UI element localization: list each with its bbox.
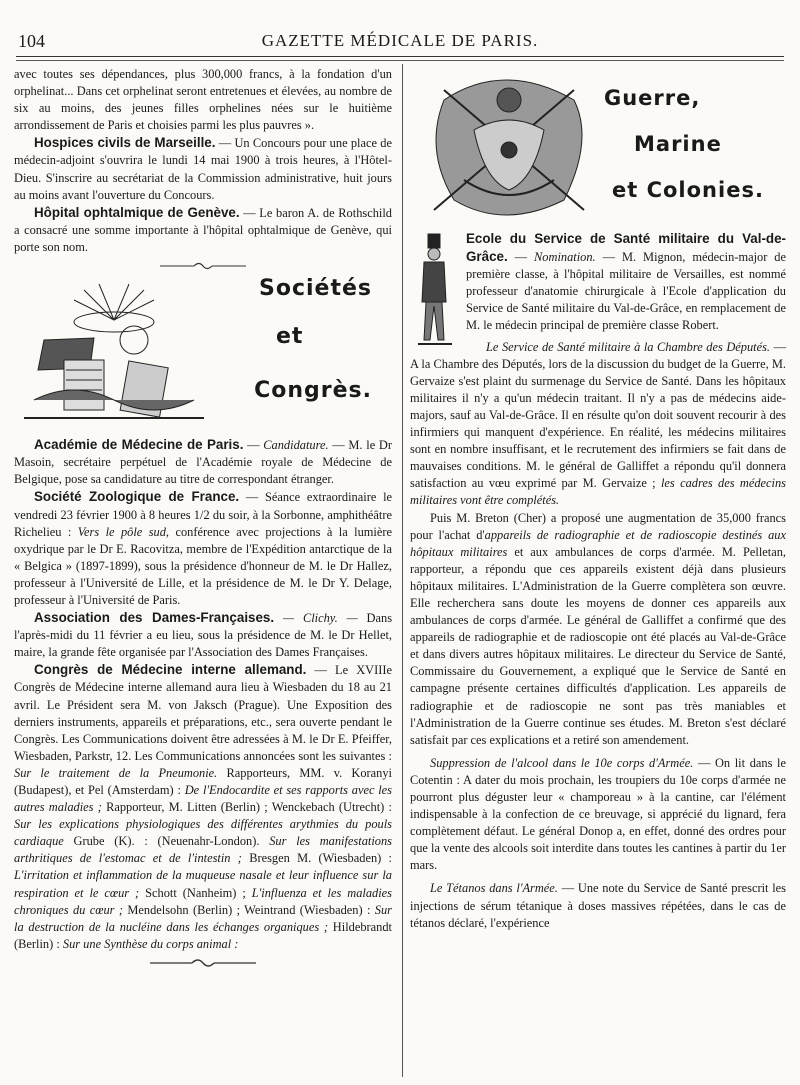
article-ecole xyxy=(410,230,786,335)
soldier-engraving xyxy=(410,232,460,348)
article-italic: Sur le traitement de la Pneumonie. xyxy=(14,765,218,780)
article-italic: les cadres des médecins militaires vont être complétés. xyxy=(410,476,787,508)
article-italic: Vers le pôle sud, xyxy=(77,524,170,539)
article-text: — On lit dans le Cotentin : A dater du mois prochain, les troupiers du 10e corps d'armée ne pourront plus déguster leur « champoreau » à la cantine, car l'élément indispensable à la confection de ce breuvage, si apprécié du lignard, fera complètement défaut. Le général Donop a, en effet, donné des ordres pour que la vente des alcools soit interdite dans toutes les cantines à partir du 1er mars. xyxy=(410,755,786,873)
section-word-congres: Congrès. xyxy=(254,378,372,404)
article-text: — Une note du Service de Santé prescrit les injections de sérum tétanique à doses massives répétées, dans le cas de tétanos déclaré, l'expérience xyxy=(410,881,786,930)
column-separator xyxy=(402,64,403,1077)
article-academie xyxy=(14,436,392,488)
section-word-marine: Marine xyxy=(634,132,722,156)
article-italic: L'irritation et inflammation de la muqueuse nasale et leur influence sur la respiration et le cœur ; xyxy=(14,868,392,900)
article-marseille xyxy=(14,134,392,203)
right-column xyxy=(410,66,786,932)
article-title: Ecole du Service de Santé militaire du Val-de-Grâce. xyxy=(466,231,786,265)
engraving-illustration xyxy=(24,280,204,428)
article-italic: Sur la destruction de la nucléine dans les échanges organiques ; xyxy=(14,902,392,934)
article-text: — Le XVIIIe Congrès de Médecine interne allemand aura lieu à Wiesbaden du 18 au 21 avril. Le Président sera M. von Jaksch (Prague). Une Exposition des derniers instruments, appareils et préparations, etc., sera ouverte pendant le Congrès. Les Communications doivent être adressées à M. le Dr E. Pfeiffer, Wiesbaden, Parkstr, 12. Les Communications annoncées sont les suivantes : xyxy=(14,663,392,763)
article-text: et aux ambulances de corps d'armée. M. Pelletan, rapporteur, a répondu que ces appareils existent déjà dans plusieurs hôpitaux militaires. L'Administration de la Guerre complètera son œuvre. Elle recherchera sans doute les moyens de donner ces appareils aux ambulances de corps d'armée. Le général de Galliffet a confirmé que des appareils de radiographie et de radioscopie ont été placés au Val-de-Grâce et dans divers autres hôpitaux militaires. Le directeur du Service de Santé, Commissaire du Gouvernement, a expliqué que le Service de Santé en campagne présente certaines difficultés d'application. Les appareils de radiographie et de radioscopie ne sont pas très maniables et l'Administration de la Guerre continue ses études. M. Breton s'est déclaré satisfait par ces explications et a retiré son amendement. xyxy=(410,544,787,747)
article-italic: De l'Endocardite et ses rapports avec les autres maladies ; xyxy=(14,783,393,815)
article-congres xyxy=(14,661,392,953)
article-text: Hildebrandt (Berlin) : xyxy=(14,919,392,951)
article-subtitle: Nomination. xyxy=(534,250,596,265)
article-text: conférence avec projections à la lumière oxydrique par le Dr E. Racovitza, membre de l'Expédition antarctique de la « Belgica » (1897-1899), sous la présidence d'honneur de M. le Dr Hallez, professeur à l'Université de Lille, et la présidence de M. le Dr Y. Delage, professeur à l'Université de Paris. xyxy=(14,524,392,607)
article-text: — Le baron A. de Rothschild a consacré une somme importante à l'hôpital ophtalmique de Genève, qui porte son nom. xyxy=(14,205,392,254)
article-tetanos xyxy=(410,880,786,931)
article-subtitle: — Clichy. — xyxy=(274,611,367,626)
article-dames xyxy=(14,609,392,661)
engraving-trophy xyxy=(414,70,604,226)
article-breton xyxy=(410,510,786,749)
article-italic: appareils de radiographie et de radioscopie destinés aux hôpitaux militaires xyxy=(410,527,786,559)
article-title: Hôpital ophtalmique de Genève. xyxy=(34,204,240,220)
ornament-divider-bottom xyxy=(14,956,392,973)
article-title: Académie de Médecine de Paris. xyxy=(34,437,244,453)
section-word-colonies: et Colonies. xyxy=(612,178,764,202)
section-word-societes: Sociétés xyxy=(259,276,372,302)
dash: — xyxy=(507,250,535,265)
article-zoologique xyxy=(14,488,392,609)
page-number: 104 xyxy=(18,31,45,51)
article-text: — M. le Dr Masoin, secrétaire perpétuel de l'Académie royale de Médecine de Belgique, pose sa candidature au titre de correspondant étranger. xyxy=(14,438,392,487)
article-italic: Sur une Synthèse du corps animal : xyxy=(62,936,239,951)
article-text: — Séance extraordinaire le vendredi 23 février 1900 à 8 heures 1/2 du soir, à la Sorbonne, amphithéâtre Richelieu : xyxy=(14,490,393,539)
article-text: Dans l'après-midi du 11 février a eu lieu, sous la présidence de M. le Dr Hellet, maire, la grande fête organisée par l'Association des Dames Françaises. xyxy=(14,611,393,660)
paragraph-orphelinat: avec toutes ses dépendances, plus 300,000 francs, à la fondation d'un orphelinat... Dans cet orphelinat seront entretenues et élevées, au nombre de six au moins, des jeunes filles orphelines nées sur le huitième arrondissement de Paris et choisies parmi les plus pauvres ». xyxy=(14,67,392,133)
article-subtitle: Candidature. xyxy=(263,438,329,453)
article-text: Puis M. Breton (Cher) a proposé une augmentation de 35,000 francs pour l'achat d' xyxy=(410,510,786,542)
left-column xyxy=(14,66,392,976)
section-heading-societes xyxy=(14,276,392,430)
section-word-guerre: Guerre, xyxy=(604,86,701,110)
article-geneve xyxy=(14,204,392,256)
article-text: — Un Concours pour une place de médecin-adjoint s'ouvrira le lundi 14 mai 1900 à trois heures, à l'Hôtel-Dieu. S'inscrire au secrétariat de la Commission administrative, huit jours au moins avant l'ouverture du Concours. xyxy=(14,136,392,202)
ornament-divider xyxy=(14,259,392,276)
article-title: Société Zoologique de France. xyxy=(34,489,240,505)
header-rule xyxy=(16,56,784,57)
page-header xyxy=(16,28,784,58)
article-text: — M. Mignon, médecin-major de première classe, à l'hôpital militaire de Versailles, est nommé professeur d'anatomie chirurgicale à l'Ecole d'application du Service de Santé militaire du Val-de-Grâce, en remplacement de M. le médecin principal de première classe Robert. xyxy=(466,250,787,333)
article-title: Suppression de l'alcool dans le 10e corps d'Armée. xyxy=(430,755,694,770)
article-text: Rapporteur, M. Litten (Berlin) ; Wenckebach (Utrecht) : xyxy=(101,800,392,815)
article-text: Schott (Nanheim) ; xyxy=(139,885,252,900)
article-italic: Sur les manifestations arthritiques de l'estomac et de l'intestin ; xyxy=(14,834,392,866)
dash: — xyxy=(243,438,264,453)
article-text: Mendelsohn (Berlin) ; Weintrand (Wiesbaden) : xyxy=(123,902,375,917)
article-text: — A la Chambre des Députés, lors de la discussion du budget de la Guerre, M. Gervaize s'est plaint du surmenage du Service de Santé. Dans les hôpitaux militaires il n'y a qu'un médecin traitant. Il n'y a pas de médecins aide-majors, sauf au Val-de-Grâce. Il en résulte qu'on doit souvent recourir à des infirmiers qui manquent d'expérience. En réalité, les médecins militaires sont en nombre insuffisant, et le recrutement des infirmiers se fait dans de mauvaises conditions. M. le général de Galliffet a répondu qu'il donnera satisfaction au vœu exprimé par M. Gervaize ; xyxy=(410,339,786,491)
article-italic: Sur les explications physiologiques des différentes arythmies du pouls cardiaque xyxy=(14,817,392,849)
article-title: Congrès de Médecine interne allemand. xyxy=(34,662,307,678)
article-alcool xyxy=(410,755,786,875)
header-rule-thin xyxy=(16,60,784,61)
article-title: Association des Dames-Françaises. xyxy=(34,610,275,626)
article-chambre xyxy=(410,339,786,510)
article-title: Le Service de Santé militaire à la Chambre des Députés. xyxy=(486,339,771,354)
article-text: Rapporteurs, MM. v. Koranyi (Budapest), et Pel (Amsterdam) : xyxy=(14,765,392,797)
section-word-et: et xyxy=(276,324,304,350)
article-title: Le Tétanos dans l'Armée. xyxy=(430,881,558,896)
article-title: Hospices civils de Marseille. xyxy=(34,135,216,151)
running-title: GAZETTE MÉDICALE DE PARIS. xyxy=(261,31,539,50)
article-text: Bresgen M. (Wiesbaden) : xyxy=(241,851,392,866)
article-italic: L'influenza et les maladies chroniques du cœur ; xyxy=(14,885,393,917)
article-text: Grube (K). : (Neuenahr-London). xyxy=(63,834,270,849)
section-heading-guerre xyxy=(410,66,786,230)
